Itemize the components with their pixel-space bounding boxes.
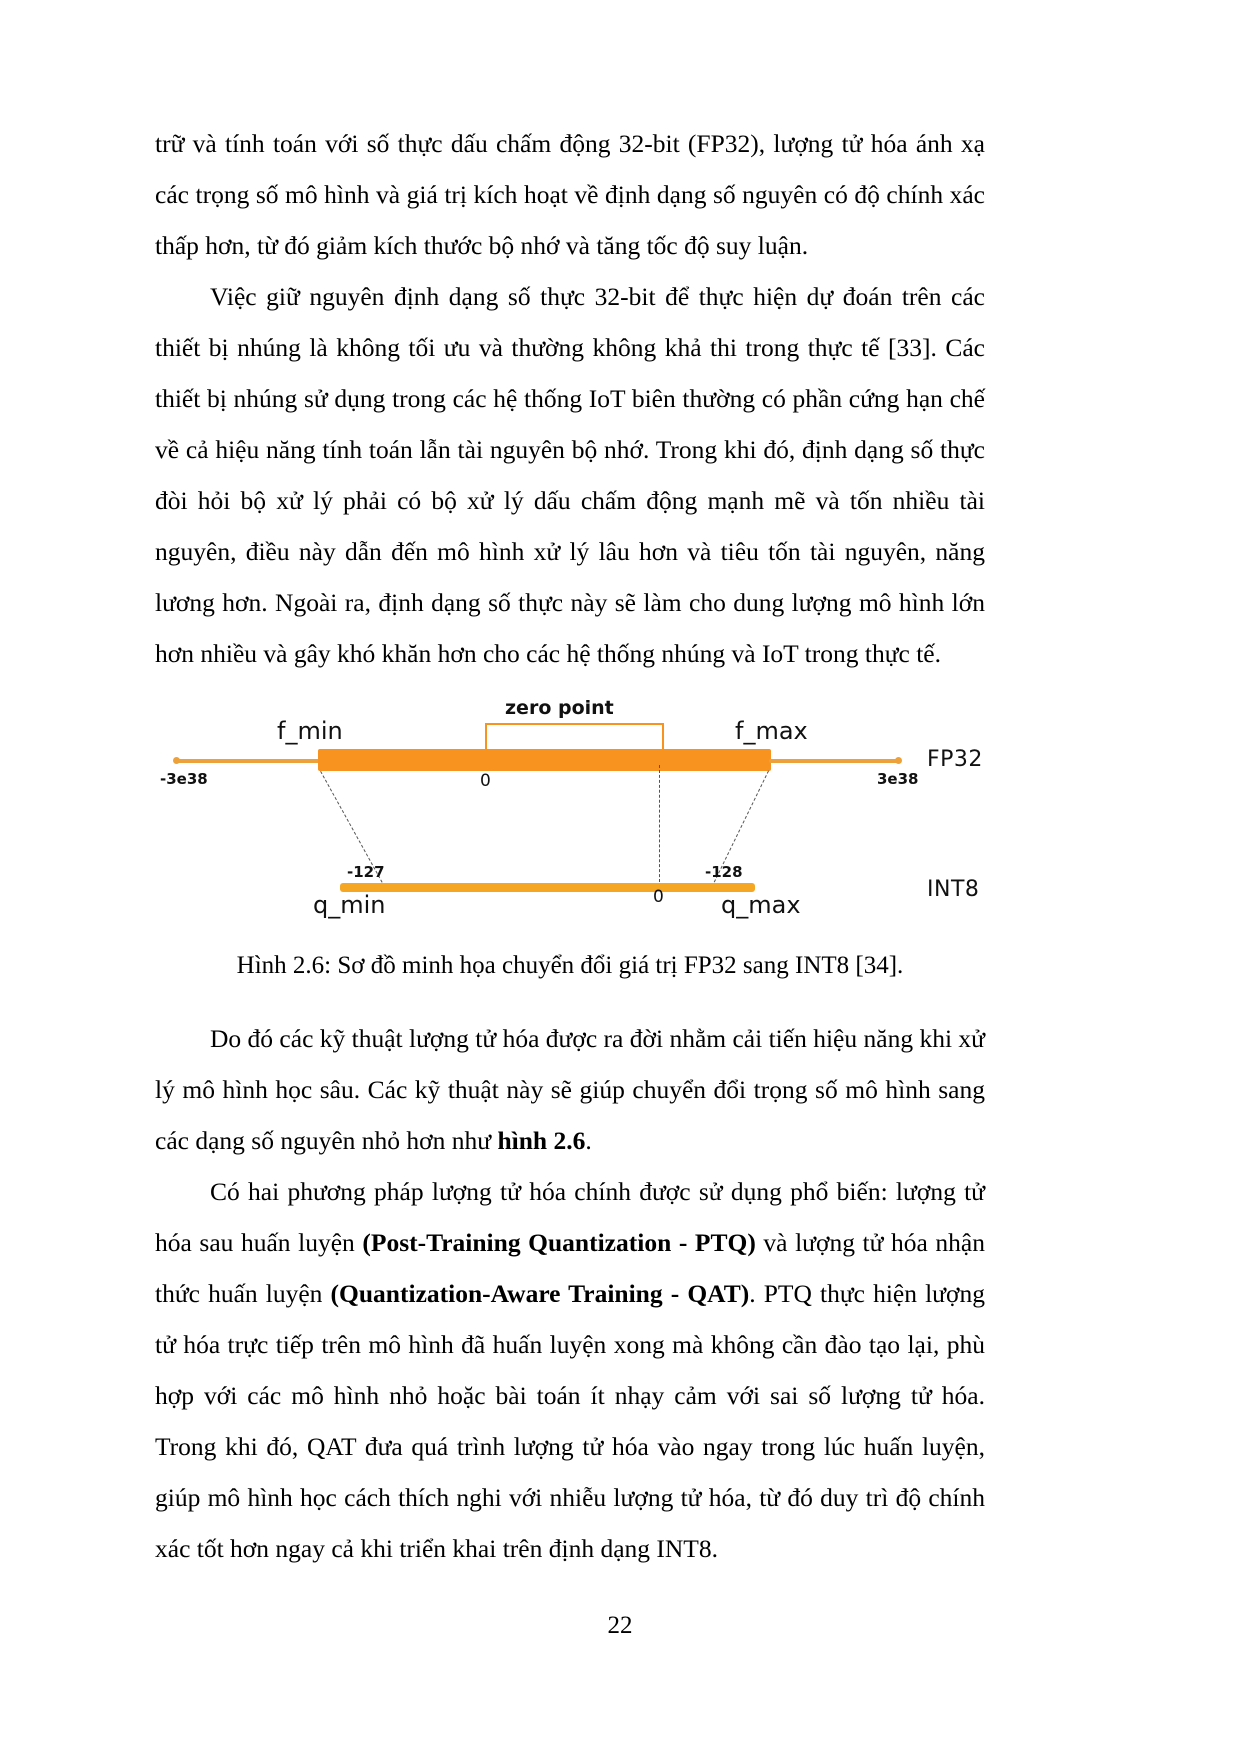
zero-point-label: zero point [505,697,614,719]
fp32-axis-right [769,759,899,763]
q-min-value-label: -127 [347,863,385,881]
fp32-range-bar [318,749,771,771]
zero-point-bracket [485,723,664,751]
paragraph-2: Việc giữ nguyên định dạng số thực 32-bit để thực hiện dự đoán trên các thiết bị nhúng là không tối ưu và thường không khả thi trong thực tế [33]. Các thiết bị nhúng sử dụng trong các hệ thống IoT biên thường có phần cứng hạn chế về cả hiệu năng tính toán lẫn tài nguyên bộ nhớ. Trong khi đó, định dạng số thực đòi hỏi bộ xử lý phải có bộ xử lý dấu chấm động mạnh mẽ và tốn nhiều tài nguyên, điều này dẫn đến mô hình xử lý lâu hơn và tiêu tốn tài nguyên, năng lương hơn. Ngoài ra, định dạng số thực này sẽ làm cho dung lượng mô hình lớn hơn nhiều và gây khó khăn hơn cho các hệ thống nhúng và IoT trong thực tế. [155,282,985,668]
int8-row-label: INT8 [927,877,980,902]
zero-point-guide-line [659,765,660,887]
paragraph-4-text-b: và lượng tử hóa nhận thức huấn luyện [155,1228,986,1308]
f-min-label: f_min [277,717,343,745]
f-max-label: f_max [735,717,808,745]
paragraph-4-bold-ptq: (Post-Training Quantization - PTQ) [362,1228,756,1257]
int8-zero-label: 0 [653,887,664,907]
paragraph-3-text-b: . [585,1126,592,1155]
figure-caption: Hình 2.6: Sơ đồ minh họa chuyển đổi giá trị FP32 sang INT8 [34]. [236,952,904,979]
fp32-zero-label: 0 [480,771,491,791]
figure-spacer [155,983,985,1013]
q-max-label: q_max [721,891,801,919]
fp32-min-limit-label: -3e38 [160,770,208,788]
fp32-right-endpoint [895,757,902,764]
paragraph-3-text-a: Do đó các kỹ thuật lượng tử hóa được ra đời nhằm cải tiến hiệu năng khi xử lý mô hình học sâu. Các kỹ thuật này sẽ giúp chuyển đổi trọng số mô hình sang các dạng số nguyên nhỏ hơn như [155,1024,985,1155]
page-content [155,118,985,1574]
quantization-diagram [155,695,985,919]
paragraph-4-text-a: Có hai phương pháp lượng tử hóa chính được sử dụng phổ biến: lượng tử hóa sau huấn luyện [155,1177,985,1257]
paragraph-3 [155,1013,985,1166]
paragraph-4-bold-qat: (Quantization-Aware Training - QAT) [330,1279,750,1308]
q-max-value-label: -128 [705,863,743,881]
paragraph-3-bold-ref: hình 2.6 [497,1126,586,1155]
figure-2-6 [155,695,985,935]
paragraph-4-text-c: . PTQ thực hiện lượng tử hóa trực tiếp trên mô hình đã huấn luyện xong mà không cần đào tạo lại, phù hợp với các mô hình nhỏ hoặc bài toán ít nhạy cảm với sai số lượng tử hóa. Trong khi đó, QAT đưa quá trình lượng tử hóa vào ngay trong lúc huấn luyện, giúp mô hình học cách thích nghi với nhiễu lượng tử hóa, từ đó duy trì độ chính xác tốt hơn ngay cả khi triển khai trên định dạng INT8. [155,1279,985,1563]
paragraph-4 [155,1166,985,1574]
fp32-max-limit-label: 3e38 [877,770,919,788]
paragraph-1: trữ và tính toán với số thực dấu chấm động 32-bit (FP32), lượng tử hóa ánh xạ các trọng số mô hình và giá trị kích hoạt về định dạng số nguyên có độ chính xác thấp hơn, từ đó giảm kích thước bộ nhớ và tăng tốc độ suy luận. [155,129,985,260]
q-min-label: q_min [313,891,386,919]
fp32-row-label: FP32 [927,747,983,772]
page-number: 22 [607,1612,633,1639]
fp32-axis-left [175,759,320,763]
int8-range-bar [340,883,755,892]
